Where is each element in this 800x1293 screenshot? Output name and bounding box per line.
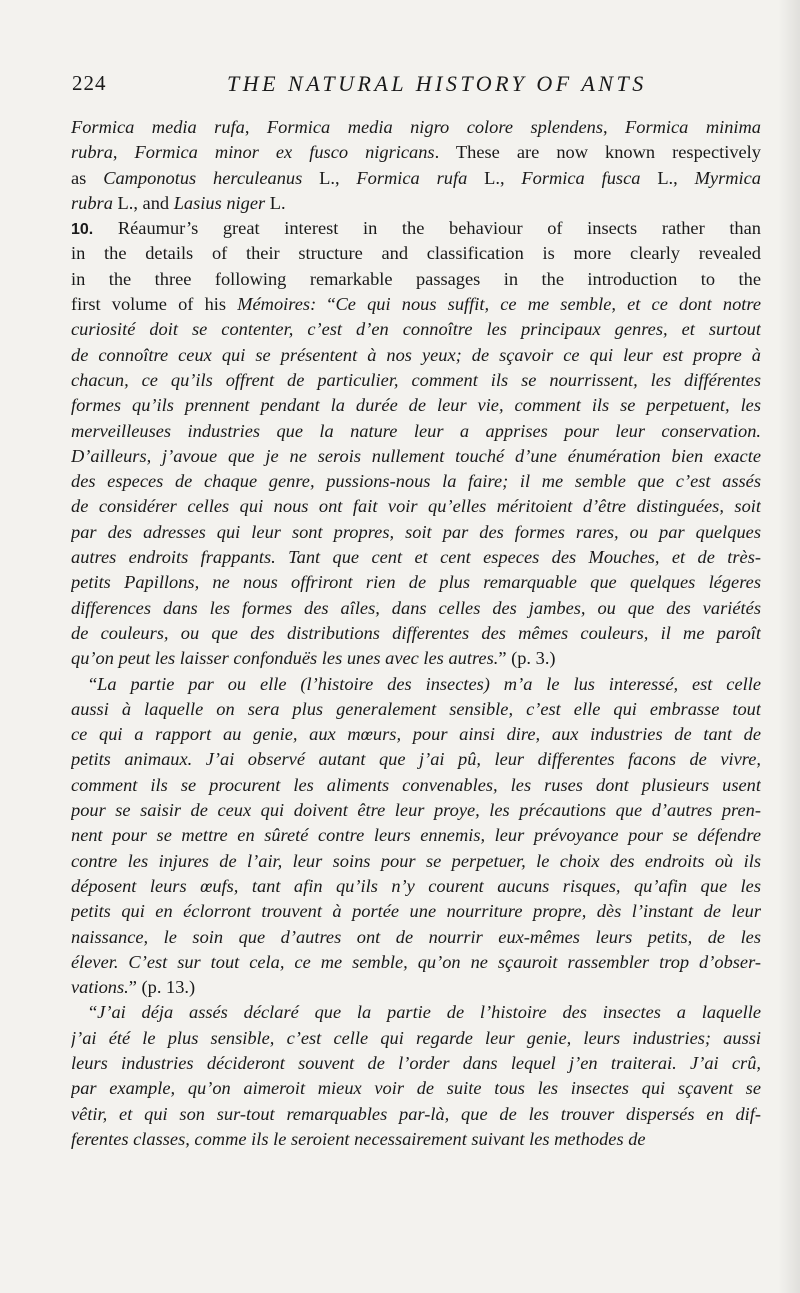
italic-text: par des adresses qui leur sont propres, soit par des formes rares, ou par quelques [71,521,761,542]
italic-text: Ce qui nous suffit, ce me semble, et ce dont notre [335,294,761,315]
text-line [71,1026,761,1051]
italic-text: contre les injures de l’air, leur soins pour se perpetuer, le choix des endroits où ils [71,850,761,871]
italic-text: petits animaux. J’ai observé autant que j’ai pû, leur differentes facons de vivre, [71,749,761,770]
italic-text: de connoître ceux qui se présentent à nos yeux; de sçavoir ce qui leur est propre à [71,344,761,365]
italic-text: autres endroits frappants. Tant que cent et cent especes des Mouches, et de très- [71,547,761,568]
text-line [71,494,761,519]
italic-text: Camponotus herculeanus [103,167,303,188]
italic-text: de couleurs, ou que des distributions differentes des mêmes couleurs, il me paroît [71,622,761,643]
italic-text: rubra [71,142,113,163]
text-line [71,621,761,646]
text-line [71,545,761,570]
text-line [71,773,761,798]
italic-text: petits qui en éclorront trouvent à portée une nourriture propre, dès l’instant de leur [71,901,761,922]
text-run: , [112,142,135,163]
italic-text: curiosité doit se contenter, c’est d’en connoître les principaux genres, et surtout [71,319,761,340]
italic-text: par example, qu’on aimeroit mieux voir de suite tous les insectes qui sçavent se [71,1078,761,1099]
text-line [71,419,761,444]
text-line [71,1000,761,1025]
text-run: , [244,117,267,137]
text-line [71,722,761,747]
text-line [71,1102,761,1127]
italic-text: Formica minor ex fusco nigricans [134,142,435,163]
italic-text: ferentes classes, comme ils le seroient necessairement suivant les methodes de [71,1128,646,1149]
text-line [71,368,761,393]
italic-text: Formica rufa [356,167,468,188]
italic-text: aussi à laquelle on sera plus generalement sensible, c’est elle qui embrasse tout [71,698,761,719]
italic-text: La partie par ou elle (l’histoire des insectes) m’a le lus interessé, est celle [97,673,761,694]
text-run: ” (p. 3.) [498,648,556,669]
text-line [71,899,761,924]
paragraph-number: 10. [71,221,94,239]
text-run: as [71,167,104,188]
italic-text: J’ai déja assés déclaré que la partie de l’histoire des insectes a laquelle [97,1002,761,1023]
page-header [72,71,772,111]
italic-text: rubra [71,192,113,213]
text-run: ” (p. 13.) [128,977,196,998]
text-run: “ [89,1002,98,1023]
text-line [71,925,761,950]
text-run: Réaumur’s great interest in the behaviour of insects rather than [93,218,761,239]
italic-text: pour se saisir de ceux qui doivent être leur proye, les précautions que d’autres pren- [71,800,761,821]
italic-text: j’ai été le plus sensible, c’est celle qui regarde leur genie, leurs industries; aussi [71,1027,761,1048]
italic-text: Formica media rufa [71,117,245,137]
text-line [71,191,761,216]
italic-text: Formica minima [625,117,761,137]
text-run: first volume of his [71,294,238,315]
text-run: . These are now known respectively [434,142,761,163]
text-run: “ [316,294,336,315]
text-line [71,950,761,975]
italic-text: petits Papillons, ne nous offriront rien de plus remarquable que quelques légeres [71,572,761,593]
text-line [71,874,761,899]
text-line [71,646,761,671]
italic-text: nent pour se mettre en sûreté contre leurs ennemis, leur prévoyance pour se défendre [71,825,761,846]
italic-text: Myrmica [694,167,761,188]
text-run: in the three following remarkable passages in the introduction to the [71,268,761,289]
text-run: L., and [112,192,174,213]
text-run: in the details of their structure and classification is more clearly revealed [71,243,761,264]
text-run: , [602,117,626,137]
text-line [71,1051,761,1076]
text-line [71,166,761,191]
italic-text: ce qui a rapport au genie, aux mœurs, pour ainsi dire, aux industries de tant de [71,724,761,745]
text-line [71,570,761,595]
italic-text: naissance, le soin que d’autres ont de nourrir eux-mêmes leurs petits, de les [71,926,761,947]
text-run: “ [89,673,98,694]
running-head: THE NATURAL HISTORY OF ANTS [227,71,647,96]
text-line [71,520,761,545]
text-run: L. [265,192,286,213]
text-line [71,241,761,266]
text-line [71,697,761,722]
text-line [71,343,761,368]
text-line [71,444,761,469]
text-line [71,115,761,140]
text-line [71,798,761,823]
italic-text: vêtir, et qui son sur-tout remarquables par-là, que de les trouver dispersés en dif- [71,1103,761,1124]
text-line [71,975,761,1000]
italic-text: chacun, ce qu’ils offrent de particulier, comment ils se nourrissent, les différentes [71,369,761,390]
text-line [71,267,761,292]
text-run: L., [467,167,522,188]
text-run: L., [640,167,695,188]
text-line [71,292,761,317]
text-line [71,317,761,342]
text-line [71,1076,761,1101]
italic-text: D’ailleurs, j’avoue que je ne serois nullement touché d’une énumération bien exacte [71,445,761,466]
page-edge-shadow [778,0,800,1293]
italic-text: déposent leurs œufs, tant afin qu’ils n’y courent aucuns risques, qu’afin que les [71,875,761,896]
italic-text: des especes de chaque genre, pussions-nous la faire; il me semble que c’est assés [71,471,761,492]
text-run: L., [302,167,357,188]
italic-text: comment ils se procurent les aliments convenables, les ruses dont plusieurs usent [71,774,761,795]
italic-text: vations. [71,977,129,998]
italic-text: Formica media nigro colore splendens [266,117,603,137]
italic-text: differences dans les formes des aîles, dans celles des jambes, ou que des variétés [71,597,761,618]
italic-text: de considérer celles qui nous ont fait voir qu’elles méritoient d’être distinguées, soit [71,496,761,517]
italic-text: qu’on peut les laisser confonduës les unes avec les autres. [71,648,499,669]
text-line [71,823,761,848]
italic-text: merveilleuses industries que la nature leur a apprises pour leur conservation. [71,420,761,441]
italic-text: élever. C’est sur tout cela, ce me semble, qu’on ne sçauroit rassembler trop d’obser- [71,951,761,972]
italic-text: Mémoires: [237,294,317,315]
text-line [71,1127,761,1152]
italic-text: Lasius niger [173,192,266,213]
italic-text: formes qu’ils prennent pendant la durée de leur vie, comment ils se perpetuent, les [71,395,761,416]
text-line [71,393,761,418]
text-line [71,140,761,165]
body-text [71,115,761,1152]
italic-text: Formica fusca [521,167,641,188]
text-line [71,216,761,241]
text-line [71,849,761,874]
text-line [71,596,761,621]
text-line [71,469,761,494]
text-line [71,672,761,697]
italic-text: leurs industries décideront souvent de l’order dans lequel j’en traiterai. J’ai crû, [71,1052,761,1073]
text-line [71,747,761,772]
page-number: 224 [72,71,107,95]
